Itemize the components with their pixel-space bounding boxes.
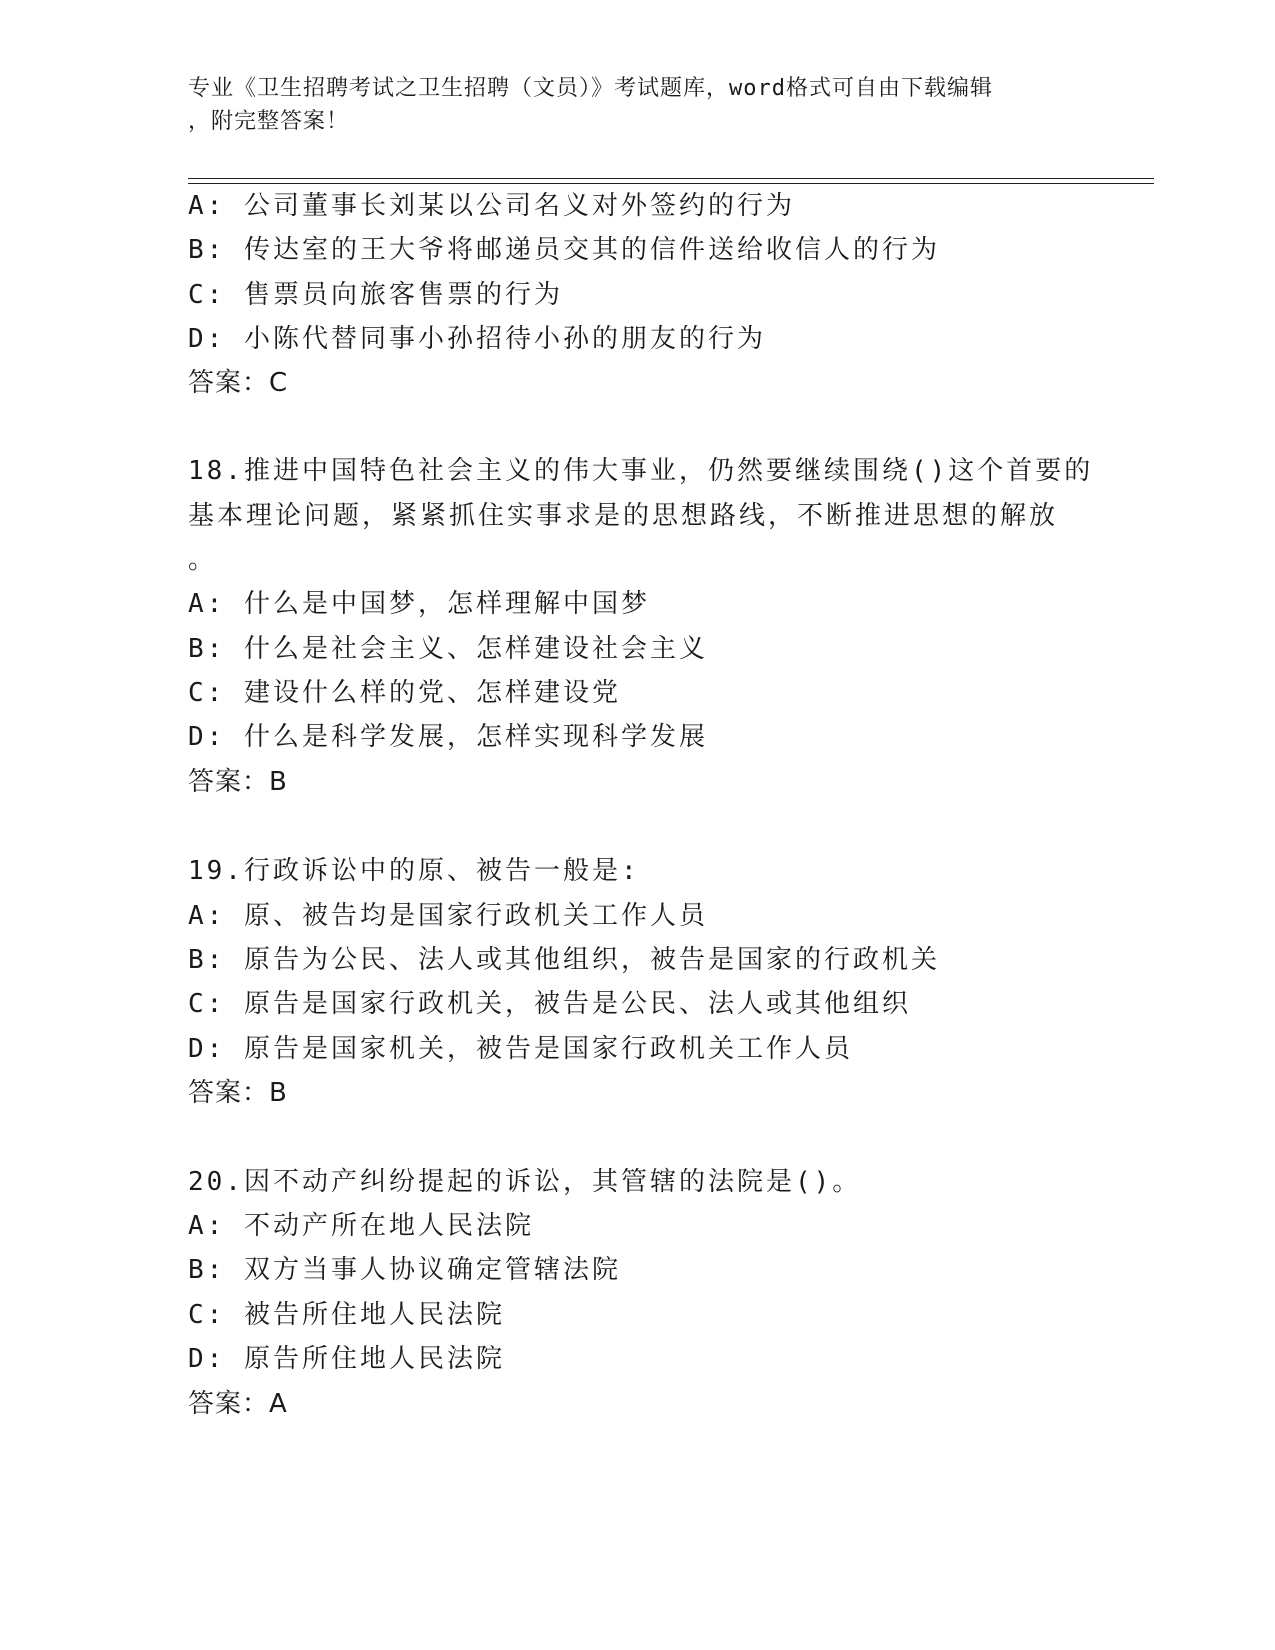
q18-answer: 答案：B — [188, 767, 288, 797]
q20-option-b: B: 双方当事人协议确定管辖法院 — [188, 1255, 621, 1285]
header-line-1: 专业《卫生招聘考试之卫生招聘（文员）》考试题库，word格式可自由下载编辑 — [188, 76, 993, 101]
q18-option-a: A: 什么是中国梦，怎样理解中国梦 — [188, 589, 650, 619]
q18-option-c: C: 建设什么样的党、怎样建设党 — [188, 678, 621, 708]
q18-option-d: D: 什么是科学发展，怎样实现科学发展 — [188, 722, 708, 752]
q20-option-a: A: 不动产所在地人民法院 — [188, 1211, 534, 1241]
header-divider-top — [188, 178, 1154, 179]
header-line-2: ，附完整答案！ — [188, 109, 350, 134]
q19-option-c: C: 原告是国家行政机关，被告是公民、法人或其他组织 — [188, 989, 911, 1019]
q19-answer: 答案：B — [188, 1078, 288, 1108]
q19-option-d: D: 原告是国家机关，被告是国家行政机关工作人员 — [188, 1034, 853, 1064]
q20-option-c: C: 被告所住地人民法院 — [188, 1300, 505, 1330]
q19-option-b: B: 原告为公民、法人或其他组织，被告是国家的行政机关 — [188, 945, 940, 975]
q17-option-b: B: 传达室的王大爷将邮递员交其的信件送给收信人的行为 — [188, 235, 940, 265]
header-divider-bottom — [188, 183, 1154, 184]
q17-option-a: A: 公司董事长刘某以公司名义对外签约的行为 — [188, 191, 795, 221]
q20-answer: 答案：A — [188, 1389, 288, 1419]
q18-stem-line-1: 18.推进中国特色社会主义的伟大事业，仍然要继续围绕()这个首要的 — [188, 456, 1094, 486]
q19-option-a: A: 原、被告均是国家行政机关工作人员 — [188, 901, 708, 931]
q17-answer: 答案：C — [188, 368, 289, 398]
q18-stem-line-3: 。 — [188, 545, 218, 575]
document-header — [188, 72, 1088, 138]
q18-stem-line-2: 基本理论问题，紧紧抓住实事求是的思想路线，不断推进思想的解放 — [188, 501, 1059, 531]
q20-option-d: D: 原告所住地人民法院 — [188, 1344, 505, 1374]
q19-stem-line-1: 19.行政诉讼中的原、被告一般是: — [188, 856, 640, 886]
q17-option-d: D: 小陈代替同事小孙招待小孙的朋友的行为 — [188, 324, 766, 354]
q17-option-c: C: 售票员向旅客售票的行为 — [188, 280, 563, 310]
q18-option-b: B: 什么是社会主义、怎样建设社会主义 — [188, 634, 708, 664]
q20-stem-line-1: 20.因不动产纠纷提起的诉讼，其管辖的法院是()。 — [188, 1167, 862, 1197]
